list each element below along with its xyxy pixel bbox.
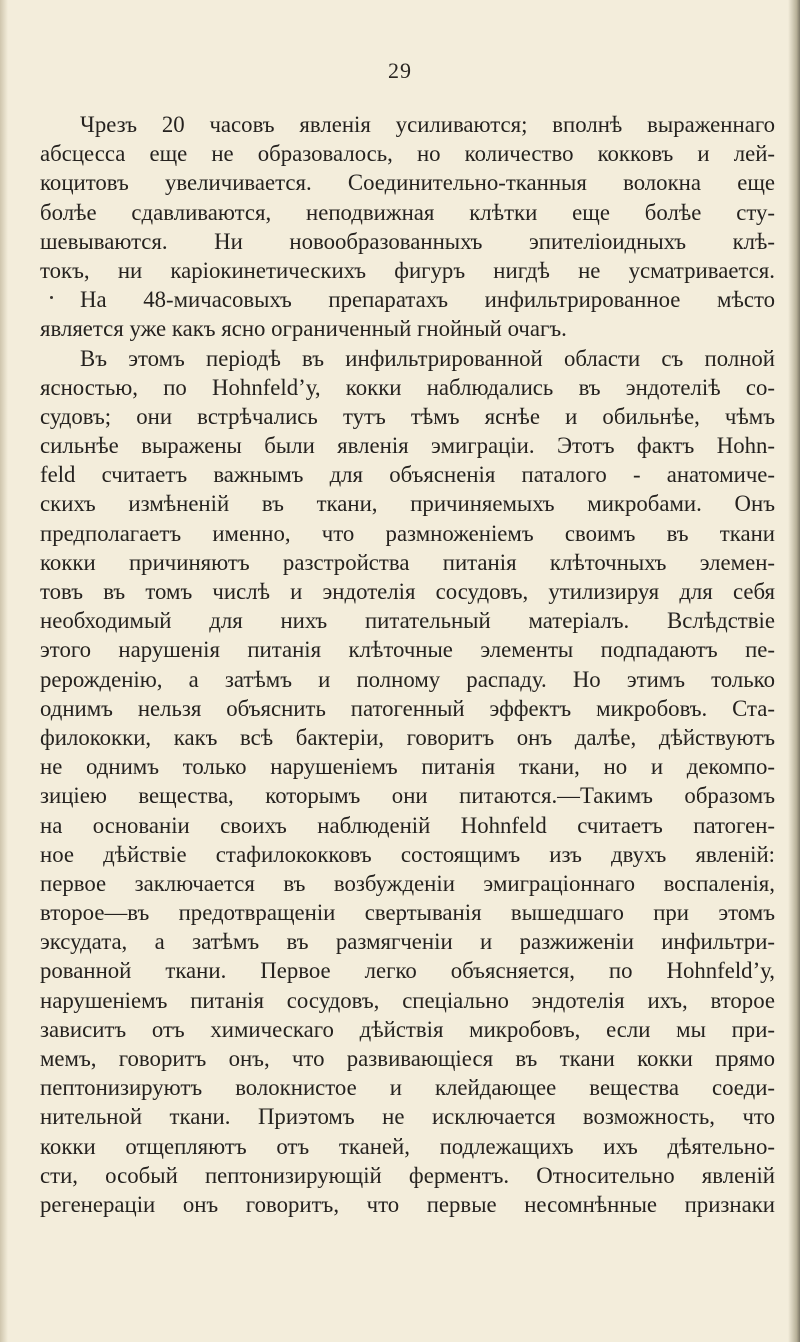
text-line: кокки отщепляютъ отъ тканей, подлежащихъ ихъ дѣятельно- <box>40 1133 775 1159</box>
text-line: сти, особый пептонизирующій ферментъ. Относительно явленій <box>40 1162 775 1188</box>
text-line: первое заключается въ возбужденіи эмиграціоннаго воспаленія, <box>40 870 775 896</box>
text-line: филококки, какъ всѣ бактеріи, говоритъ онъ далѣе, дѣйствуютъ <box>40 724 775 750</box>
page-number: 29 <box>388 58 412 83</box>
text-line: болѣе сдавливаются, неподвижная клѣтки еще болѣе сту- <box>40 199 775 225</box>
text-line: сильнѣе выражены были явленія эмиграціи. Этотъ фактъ Hohn- <box>40 433 775 459</box>
text-line: зиціею вещества, которымъ они питаются.—Такимъ образомъ <box>40 783 775 809</box>
text-line: необходимый для нихъ питательный матеріалъ. Вслѣдствіе <box>40 608 775 634</box>
text-line: второе—въ предотвращеніи свертыванія вышедшаго при этомъ <box>40 900 775 926</box>
text-line: ясностью, по Hohnfeld’у, кокки наблюдались въ эндотеліѣ со- <box>40 374 775 400</box>
text-line: кокки причиняютъ разстройства питанія клѣточныхъ элемен- <box>40 549 775 575</box>
text-line: зависитъ отъ химическаго дѣйствія микробовъ, если мы при- <box>40 1016 775 1042</box>
text-line: нарушеніемъ питанія сосудовъ, спеціально эндотелія ихъ, второе <box>40 987 775 1013</box>
text-line: судовъ; они встрѣчались тутъ тѣмъ яснѣе и обильнѣе, чѣмъ <box>40 403 775 429</box>
text-line: Чрезъ 20 часовъ явленія усиливаются; вполнѣ выраженнаго <box>80 112 775 137</box>
text-line: эксудата, а затѣмъ въ размягченіи и разжиженіи инфильтри- <box>40 929 775 955</box>
text-line: на основаніи своихъ наблюденій Hohnfeld считаетъ патоген- <box>40 812 775 838</box>
text-line: нительной ткани. Приэтомъ не исключается возможность, что <box>40 1104 775 1130</box>
text-line: рованной ткани. Первое легко объясняется, по Hohnfeld’у, <box>40 958 775 984</box>
text-line: ное дѣйствіе стафилококковъ состоящимъ изъ двухъ явленій: <box>40 841 775 867</box>
text-line: Въ этомъ періодѣ въ инфильтрированной области съ полной <box>80 345 775 371</box>
text-line: рерожденію, а затѣмъ и полному распаду. Но этимъ только <box>40 666 775 692</box>
text-line: регенераціи онъ говоритъ, что первые несомнѣнные признаки <box>40 1191 775 1217</box>
text-line: feld считаетъ важнымъ для объясненія паталого - анатомиче- <box>40 462 775 488</box>
text-line: мемъ, говоритъ онъ, что развивающіеся въ ткани кокки прямо <box>40 1046 775 1071</box>
text-line: этого нарушенія питанія клѣточные элементы подпадаютъ пе- <box>40 637 775 663</box>
text-line: не однимъ только нарушеніемъ питанія ткани, но и декомпо- <box>40 754 775 780</box>
body-text <box>40 110 775 1219</box>
text-line: предполагаетъ именно, что размноженіемъ своимъ въ ткани <box>40 520 775 546</box>
text-line: пептонизируютъ волокнистое и клейдающее вещества соеди- <box>40 1075 775 1101</box>
text-line: коцитовъ увеличивается. Соединительно-тканныя волокна еще <box>40 170 775 196</box>
text-line: однимъ нельзя объяснить патогенный эффектъ микробовъ. Ста- <box>40 695 775 721</box>
text-line: скихъ измѣненій въ ткани, причиняемыхъ микробами. Онъ <box>40 491 775 517</box>
page-left-edge <box>0 0 8 1342</box>
text-line: токъ, ни каріокинетическихъ фигуръ нигдѣ не усматривается. <box>40 257 775 283</box>
page-right-edge <box>788 0 800 1342</box>
text-line: товъ въ томъ числѣ и эндотелія сосудовъ, утилизируя для себя <box>40 579 775 604</box>
text-line: является уже какъ ясно ограниченный гнойный очагъ. <box>40 316 567 342</box>
text-line: абсцесса еще не образовалось, но количество кокковъ и лей- <box>40 141 775 167</box>
text-line: шевываются. Ни новообразованныхъ эпителіоидныхъ клѣ- <box>40 228 775 254</box>
text-line: На 48-мичасовыхъ препаратахъ инфильтрированное мѣсто <box>80 287 775 313</box>
